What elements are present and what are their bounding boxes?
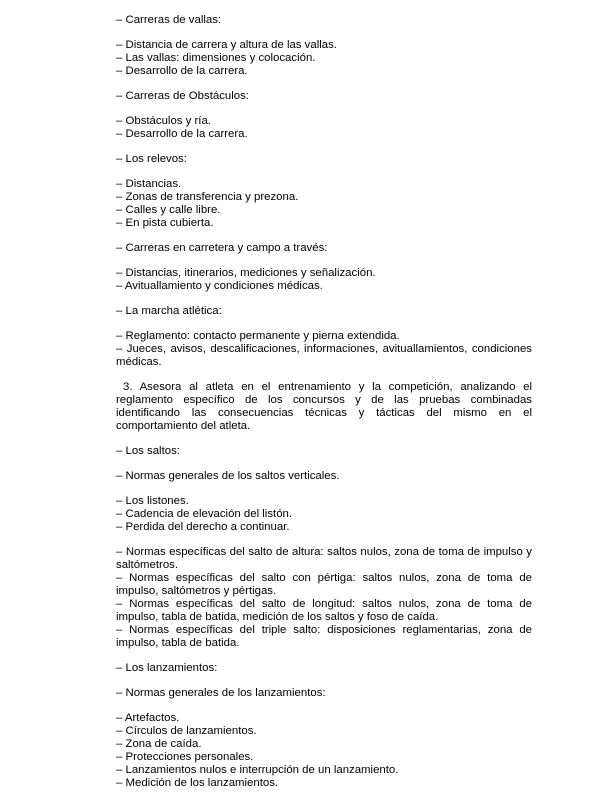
list-item: – Desarrollo de la carrera.: [116, 65, 248, 77]
list-item: – La marcha atlética:: [116, 305, 222, 317]
list-item: – Protecciones personales.: [116, 751, 254, 763]
list-item: – Carreras de vallas:: [116, 14, 222, 26]
list-item: – Los relevos:: [116, 153, 187, 165]
list-item: – Los saltos:: [116, 445, 180, 457]
list-item: – Calles y calle libre.: [116, 204, 221, 216]
list-item: – Normas generales de los lanzamientos:: [116, 687, 326, 699]
list-item: – Lanzamientos nulos e interrupción de un lanzamiento.: [116, 764, 399, 776]
list-item: – Normas generales de los saltos verticales.: [116, 470, 340, 482]
list-item: – Normas específicas del triple salto: disposiciones reglamentarias, zona de impulso, tabla de batida.: [116, 624, 532, 649]
list-item: – Las vallas: dimensiones y colocación.: [116, 52, 316, 64]
list-item: – Carreras de Obstáculos:: [116, 90, 249, 102]
list-item: – Jueces, avisos, descalificaciones, informaciones, avituallamientos, condiciones médicas.: [116, 343, 532, 368]
list-item: – Obstáculos y ría.: [116, 115, 211, 127]
list-item: – Normas específicas del salto de longitud: saltos nulos, zona de toma de impulso, tabla de batida, medición de los saltos y foso de caída.: [116, 598, 532, 623]
list-item: – Distancias.: [116, 178, 182, 190]
list-item: – Distancia de carrera y altura de las vallas.: [116, 39, 337, 51]
list-item: – Zonas de transferencia y prezona.: [116, 191, 299, 203]
list-item: – Carreras en carretera y campo a través:: [116, 242, 328, 254]
list-item: – En pista cubierta.: [116, 217, 214, 229]
list-item: – Medición de los lanzamientos.: [116, 777, 279, 789]
document-page: [116, 14, 532, 790]
list-item: – Normas específicas del salto con pértiga: saltos nulos, zona de toma de impulso, saltómetros y pértigas.: [116, 572, 532, 597]
list-item: – Círculos de lanzamientos.: [116, 725, 257, 737]
list-item: – Los lanzamientos:: [116, 662, 218, 674]
list-item: – Artefactos.: [116, 712, 180, 724]
section-paragraph: 3. Asesora al atleta en el entrenamiento y la competición, analizando el reglamento específico de los concursos y de las pruebas combinadas identificando las consecuencias técnicas y tácticas del mismo en el comportamiento del atleta.: [116, 381, 532, 432]
list-item: – Reglamento: contacto permanente y pierna extendida.: [116, 330, 400, 342]
list-item: – Distancias, itinerarios, mediciones y señalización.: [116, 267, 376, 279]
list-item: – Avituallamiento y condiciones médicas.: [116, 280, 323, 292]
list-item: – Cadencia de elevación del listón.: [116, 508, 293, 520]
list-item: – Perdida del derecho a continuar.: [116, 521, 290, 533]
list-item: – Los listones.: [116, 495, 189, 507]
list-item: – Desarrollo de la carrera.: [116, 128, 248, 140]
list-item: – Normas específicas del salto de altura: saltos nulos, zona de toma de impulso y saltómetros.: [116, 546, 532, 571]
list-item: – Zona de caída.: [116, 738, 202, 750]
